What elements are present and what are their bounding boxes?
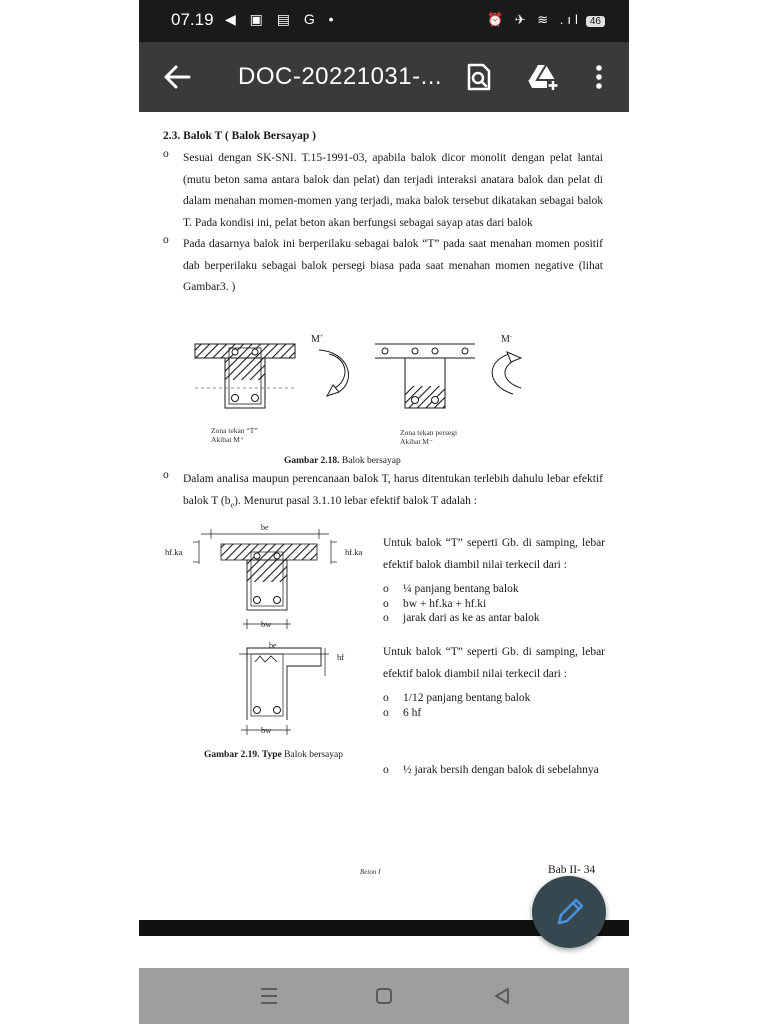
bullet-mark: o (163, 234, 169, 246)
footer-page-number: Bab II- 34 (548, 864, 596, 876)
list-item-text: ¼ panjang bentang balok (403, 583, 519, 595)
footer-course: Beton I (360, 868, 381, 876)
bullet-mark: o (163, 148, 169, 160)
list-item (383, 582, 605, 597)
paragraph-2 (163, 234, 603, 299)
section-heading: 2.3. Balok T ( Balok Bersayap ) (163, 130, 316, 142)
list-item (383, 706, 605, 721)
effective-width-rule-1 (383, 533, 605, 626)
back-triangle-icon (489, 984, 515, 1008)
notification-icons: ◀ ▣ ▤ G • (225, 11, 339, 27)
list-item-text: 6 hf (403, 706, 422, 719)
status-bar (139, 0, 629, 42)
caption-type: Type (261, 750, 282, 760)
figure-effective-width (163, 520, 383, 720)
hfka-label-right: hf.ka (345, 547, 363, 557)
paragraph-3-block (163, 469, 603, 515)
back-button[interactable] (159, 61, 195, 93)
document-body (163, 130, 603, 299)
list-item-text: bw + hf.ka + hf.ki (403, 597, 487, 610)
bw-label-top: bw (261, 619, 272, 629)
figure-caption-2-19 (204, 750, 343, 760)
bullet-mark: o (163, 469, 169, 481)
more-vertical-icon (587, 62, 611, 92)
moment-m: M (501, 334, 510, 345)
rule-list (383, 691, 605, 720)
bullet-mark: o (383, 597, 389, 610)
paragraph-3 (163, 469, 603, 515)
system-status-icons (487, 12, 605, 28)
bullet-mark: o (383, 583, 389, 595)
figure-t-beam-moment (189, 330, 589, 440)
caption-text: Balok bersayap (284, 750, 343, 760)
paragraph-text (183, 469, 603, 515)
add-to-drive-button[interactable] (527, 62, 557, 92)
paragraph-text-post: ). Menurut pasal 3.1.10 lebar efektif balok T adalah : (234, 494, 477, 507)
bw-dimension-bottom (239, 722, 299, 738)
document-search-icon (464, 62, 494, 92)
paragraph-1 (163, 148, 603, 234)
compression-flange-hatch (195, 344, 295, 358)
bullet-mark: o (383, 764, 389, 776)
pencil-icon (532, 876, 606, 948)
nav-back-button[interactable] (489, 984, 515, 1008)
zone-label-left: Zona tekan “T” Akibat M⁺ (211, 426, 258, 444)
home-button[interactable] (371, 984, 397, 1008)
document-title: DOC-20221031-... (238, 63, 443, 90)
battery-icon: 46 (586, 16, 605, 27)
paragraph-text: Pada dasarnya balok ini berperilaku sebagai balok “T” pada saat menahan momen positif dab berperilaku sebagai balok persegi biasa pada saat menahan momen negative (lihat Gambar3. ) (183, 238, 603, 293)
effective-width-rule-2 (383, 642, 605, 720)
list-item (383, 597, 605, 612)
bw-label-bottom: bw (261, 725, 272, 735)
list-item-text: jarak dari as ke as antar balok (403, 612, 540, 624)
zone-label-right: Zona tekan persegi Akibat M⁻ (400, 428, 458, 446)
list-item (383, 763, 605, 778)
moment-sup: + (319, 334, 324, 340)
paragraph-text-pre: Dalam analisa maupun perencanaan balok T, harus ditentukan terlebih dahulu lebar efektif balok T (b (183, 473, 603, 507)
moment-positive-label (311, 334, 324, 345)
system-navigation-bar (139, 968, 629, 1024)
subscript-e: e (230, 499, 235, 509)
more-options-button[interactable] (587, 62, 617, 92)
app-bar (139, 42, 629, 112)
rule-text: Untuk balok “T” seperti Gb. di samping, lebar efektif balok diambil nilai terkecil dari : (383, 537, 605, 571)
system-icons: ⏰ ✈ ≋ .ıl (486, 12, 582, 27)
list-item (383, 691, 605, 706)
caption-number: Gambar 2.18. (284, 456, 340, 466)
arrow-left-icon (159, 61, 195, 93)
figure-caption-2-18 (284, 456, 401, 466)
hfka-label-left: hf.ka (165, 547, 183, 557)
effective-width-rule-3 (383, 763, 605, 778)
caption-number: Gambar 2.19. (204, 750, 260, 760)
edit-fab-button[interactable] (532, 876, 606, 948)
list-item-text: ½ jarak bersih dengan balok di sebelahnya (403, 764, 599, 776)
status-time: 07.19 (171, 10, 214, 29)
list-item-text: 1/12 panjang bentang balok (403, 692, 531, 704)
moment-negative-label (501, 334, 512, 345)
recents-button[interactable] (256, 984, 282, 1008)
phone-screen (139, 0, 629, 1024)
list-item (383, 611, 605, 626)
rule-list (383, 582, 605, 626)
google-drive-add-icon (527, 62, 559, 92)
hf-label: hf (337, 652, 345, 662)
be-label-bottom: be (269, 641, 277, 650)
moment-sup: - (509, 334, 512, 340)
home-icon (371, 984, 397, 1008)
be-label-top: be (261, 523, 269, 532)
caption-text: Balok bersayap (341, 456, 401, 466)
rule-text: Untuk balok “T” seperti Gb. di samping, lebar efektif balok diambil nilai terkecil dari : (383, 646, 605, 680)
bullet-mark: o (383, 692, 389, 704)
search-in-document-button[interactable] (464, 62, 494, 92)
document-page[interactable] (139, 112, 629, 920)
paragraph-text: Sesuai dengan SK-SNI. T.15-1991-03, apabila balok dicor monolit dengan pelat lantai (mutu beton sama antara balok dan pelat) dan terjadi interaksi anatara balok dan pelat di dalam menahan momen-momen yang terjadi, maka balok tersebut dikatakan sebagai balok T. Pada kondisi ini, pelat beton akan berfungsi sebagai sayap atas dari balok (183, 152, 603, 229)
bullet-mark: o (383, 612, 389, 624)
moment-m: M (311, 334, 320, 345)
bullet-mark: o (383, 706, 389, 719)
recents-icon (256, 984, 282, 1008)
